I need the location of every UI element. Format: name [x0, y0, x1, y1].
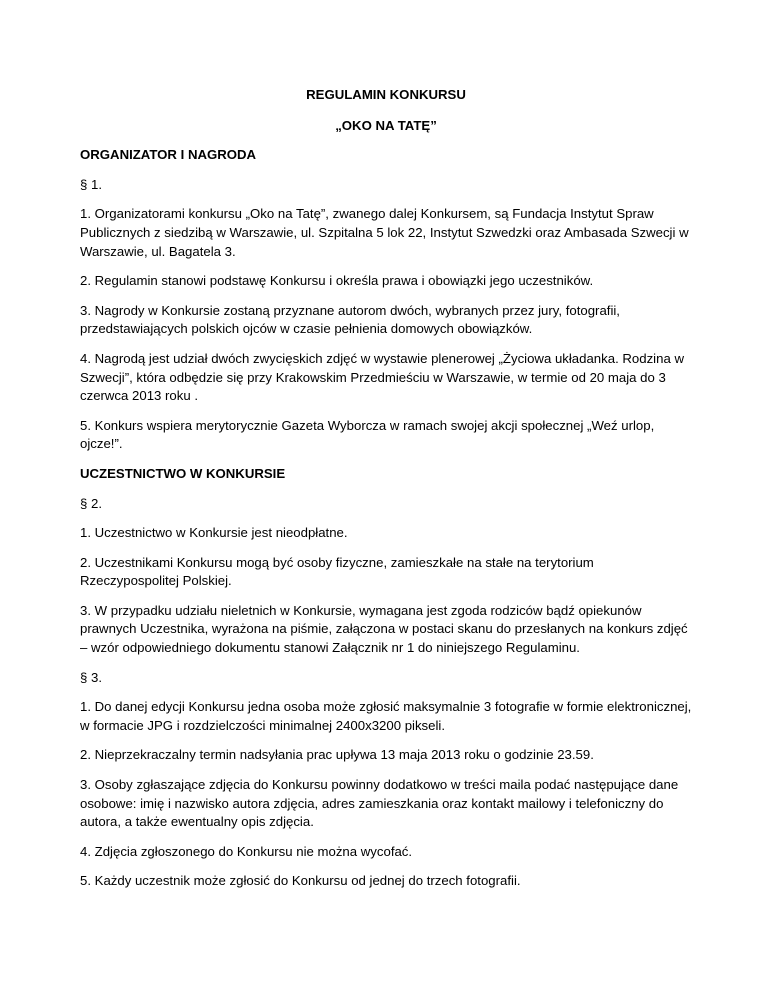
paragraph-2-3: 3. W przypadku udziału nieletnich w Konkursie, wymagana jest zgoda rodziców bądź opiekunów prawnych Uczestnika, wyrażona na piśmie, załączona w postaci skanu do przesłanych na konkurs zdjęć – wzór odpowiedniego dokumentu stanowi Załącznik nr 1 do niniejszego Regulaminu. — [80, 602, 688, 656]
paragraph-3-5: 5. Każdy uczestnik może zgłosić do Konkursu od jednej do trzech fotografii. — [80, 873, 521, 889]
paragraph-1-5: 5. Konkurs wspiera merytorycznie Gazeta Wyborcza w ramach swojej akcji społecznej „Weź urlop, ojcze!”. — [80, 417, 655, 452]
section-heading-participation: UCZESTNICTWO W KONKURSIE — [80, 465, 286, 481]
paragraph-2-1: 1. Uczestnictwo w Konkursie jest nieodpłatne. — [80, 525, 348, 541]
paragraph-3-2: 2. Nieprzekraczalny termin nadsyłania prac upływa 13 maja 2013 roku o godzinie 23.59. — [80, 747, 594, 763]
paragraph-3-3: 3. Osoby zgłaszające zdjęcia do Konkursu powinny dodatkowo w treści maila podać następujące dane osobowe: imię i nazwisko autora zdjęcia, adres zamieszkania oraz kontakt mailowy i telefoniczny do autora, a także ewentualny opis zdjęcia. — [80, 777, 679, 830]
section-mark-3: § 3. — [80, 669, 102, 685]
document-title: REGULAMIN KONKURSU — [306, 87, 466, 102]
paragraph-3-4: 4. Zdjęcia zgłoszonego do Konkursu nie można wycofać. — [80, 843, 413, 859]
paragraph-1-3: 3. Nagrody w Konkursie zostaną przyznane autorom dwóch, wybranych przez jury, fotografii, przedstawiających polskich ojców w czasie pełnienia domowych obowiązków. — [80, 302, 620, 337]
paragraph-1-4: 4. Nagrodą jest udział dwóch zwycięskich zdjęć w wystawie plenerowej „Życiowa układanka. Rodzina w Szwecji”, która odbędzie się przy Krakowskim Przedmieściu w Warszawie, w termie od 20 maja do 3 czerwca 2013 roku . — [80, 350, 684, 404]
document-body — [80, 86, 692, 902]
paragraph-3-1: 1. Do danej edycji Konkursu jedna osoba może zgłosić maksymalnie 3 fotografie w formie elektronicznej, w formacie JPG i rozdzielczości minimalnej 2400x3200 pikseli. — [80, 699, 692, 733]
paragraph-1-1: 1. Organizatorami konkursu „Oko na Tatę”, zwanego dalej Konkursem, są Fundacja Instytut Spraw Publicznych z siedzibą w Warszawie, ul. Szpitalna 5 lok 22, Instytut Szwedzki oraz Ambasada Szwecji w Warszawie, ul. Bagatela 3. — [80, 206, 689, 259]
section-mark-1: § 1. — [80, 176, 102, 192]
paragraph-2-2: 2. Uczestnikami Konkursu mogą być osoby fizyczne, zamieszkałe na stałe na terytorium Rzeczypospolitej Polskiej. — [80, 554, 594, 589]
paragraph-1-2: 2. Regulamin stanowi podstawę Konkursu i określa prawa i obowiązki jego uczestników. — [80, 273, 594, 289]
section-heading-organizer: ORGANIZATOR I NAGRODA — [80, 147, 257, 163]
document-subtitle: „OKO NA TATĘ” — [335, 117, 437, 133]
section-mark-2: § 2. — [80, 495, 102, 511]
